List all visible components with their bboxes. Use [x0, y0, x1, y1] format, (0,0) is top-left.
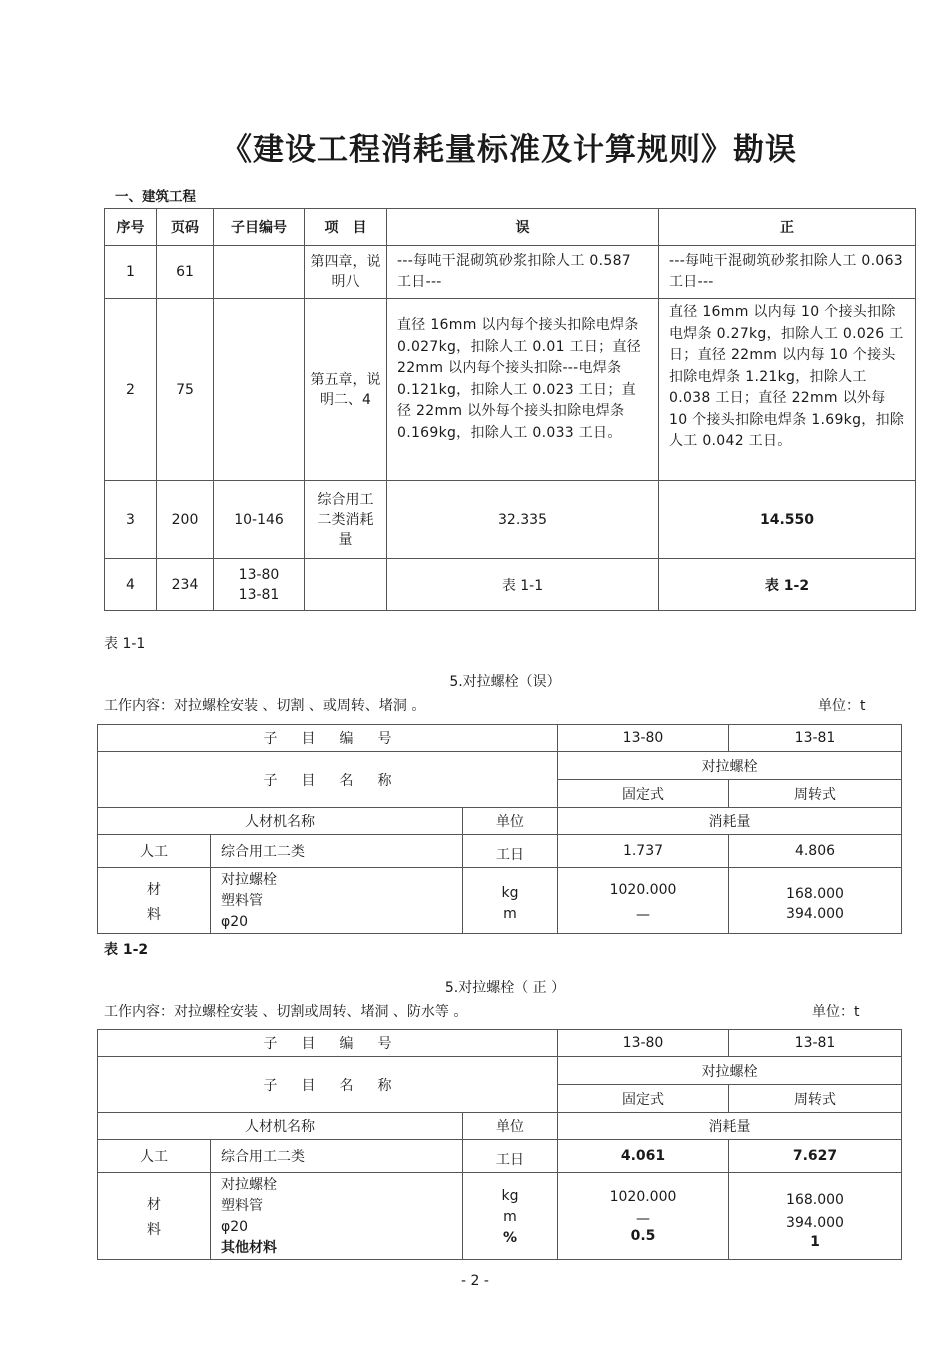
errata-header-row: [105, 209, 916, 246]
table2-unit: 单位：t: [812, 1004, 860, 1020]
row-wrong: 直径 16mm 以内每个接头扣除电焊条 0.027kg，扣除人工 0.01 工日；直径 22mm 以内每个接头扣除---电焊条 0.121kg，扣除人工 0.023 工日；直径 22mm 以外每个接头扣除电焊条 0.169kg，扣除人工 0.033 工日。: [387, 299, 659, 481]
material-value: 394.000: [786, 906, 844, 922]
labor-value: 1.737: [558, 835, 729, 868]
labor-unit: 工日: [463, 1140, 558, 1173]
table2-label: 表 1-2: [104, 942, 149, 958]
material-category-char: 材: [147, 1197, 161, 1213]
group-label: 对拉螺栓: [558, 752, 902, 780]
material-unit: m: [503, 906, 517, 922]
material-unit: %: [502, 1229, 518, 1246]
labor-unit: 工日: [463, 835, 558, 868]
table-row: [105, 481, 916, 559]
table1: [97, 724, 902, 934]
table2: [97, 1029, 902, 1260]
col-header: 单位: [463, 1113, 558, 1140]
col-header: 单位: [463, 808, 558, 835]
table1-work-content: 工作内容：对拉螺栓安装 、切割 、或周转、堵洞 。: [104, 698, 426, 714]
material-names: [211, 1173, 463, 1260]
row-code: 13-80 13-81: [214, 559, 305, 611]
material-values-turnover: [729, 1173, 902, 1260]
material-units: [463, 1173, 558, 1260]
table-row: [98, 1030, 902, 1057]
section-heading: 一、建筑工程: [115, 189, 196, 205]
material-value: 394.000: [786, 1214, 844, 1231]
row-item: 第四章，说明八: [305, 246, 387, 299]
material-value: 1020.000: [609, 1189, 677, 1205]
labor-name: 综合用工二类: [211, 835, 463, 868]
material-value: 168.000: [786, 886, 844, 902]
table-row: [105, 246, 916, 299]
material-unit: kg: [501, 1187, 519, 1204]
material-value: 0.5: [630, 1228, 656, 1244]
col-header: 消耗量: [558, 1113, 902, 1140]
material-unit: m: [503, 1208, 517, 1225]
material-values-turnover: [729, 868, 902, 934]
header-cell: 误: [387, 209, 659, 246]
material-value: 1: [810, 1233, 820, 1250]
material-values-fixed: [558, 868, 729, 934]
type-cell: 周转式: [729, 1085, 902, 1113]
material-category-char: 材: [147, 881, 161, 898]
table-row: [98, 1113, 902, 1140]
code-label: 子目编号: [98, 725, 558, 752]
labor-category: 人工: [98, 835, 211, 868]
header-cell: 正: [659, 209, 916, 246]
row-number: 3: [105, 481, 157, 559]
page-title: 《建设工程消耗量标准及计算规则》勘误: [221, 132, 797, 168]
header-cell: 序号: [105, 209, 157, 246]
code-cell: 13-80: [558, 725, 729, 752]
table-row: [98, 1173, 902, 1260]
table1-unit: 单位：t: [818, 698, 866, 714]
row-right: ---每吨干混砌筑砂浆扣除人工 0.063 工日---: [659, 246, 916, 299]
row-number: 1: [105, 246, 157, 299]
page-number: - 2 -: [461, 1273, 489, 1289]
header-cell: 页码: [157, 209, 214, 246]
table-row: [98, 1057, 902, 1085]
row-page: 75: [157, 299, 214, 481]
errata-table: [104, 208, 916, 611]
row-number: 4: [105, 559, 157, 611]
material-value: 168.000: [786, 1191, 844, 1208]
material-value: —: [636, 1211, 650, 1227]
table2-work-content: 工作内容：对拉螺栓安装 、切割或周转、堵洞 、防水等 。: [104, 1004, 468, 1020]
material-name: φ20: [221, 914, 249, 930]
table1-caption: 5.对拉螺栓（误）: [449, 674, 561, 690]
table-row: [98, 1140, 902, 1173]
code-cell: 13-81: [729, 725, 902, 752]
labor-name: 综合用工二类: [211, 1140, 463, 1173]
labor-category: 人工: [98, 1140, 211, 1173]
row-wrong: ---每吨干混砌筑砂浆扣除人工 0.587 工日---: [387, 246, 659, 299]
labor-value: 7.627: [729, 1140, 902, 1173]
group-label: 对拉螺栓: [558, 1057, 902, 1085]
material-value: —: [636, 906, 650, 923]
col-header: 消耗量: [558, 808, 902, 835]
code-label: 子目编号: [98, 1030, 558, 1057]
material-name: 塑料管: [221, 893, 263, 909]
row-number: 2: [105, 299, 157, 481]
labor-value: 4.806: [729, 835, 902, 868]
table-row: [98, 752, 902, 780]
material-category-char: 料: [147, 1222, 161, 1238]
material-value: 1020.000: [609, 881, 677, 898]
material-names: [211, 868, 463, 934]
row-page: 61: [157, 246, 214, 299]
name-label: 子目名称: [98, 1057, 558, 1113]
header-cell: 项 目: [305, 209, 387, 246]
code-cell: 13-80: [558, 1030, 729, 1057]
material-name: 其他材料: [221, 1240, 277, 1256]
material-name: 对拉螺栓: [221, 872, 277, 888]
col-header: 人材机名称: [98, 1113, 463, 1140]
row-code: [214, 299, 305, 481]
table2-caption: 5.对拉螺栓（ 正 ）: [444, 980, 566, 996]
row-item: 第五章，说明二、4: [305, 299, 387, 481]
material-values-fixed: [558, 1173, 729, 1260]
col-header: 人材机名称: [98, 808, 463, 835]
row-right: 表 1-2: [659, 559, 916, 611]
row-code: [214, 246, 305, 299]
material-category: [98, 1173, 211, 1260]
material-unit: kg: [501, 885, 519, 901]
header-cell: 子目编号: [214, 209, 305, 246]
name-label: 子目名称: [98, 752, 558, 808]
material-category: [98, 868, 211, 934]
table-row: [98, 725, 902, 752]
material-category-char: 料: [147, 906, 161, 923]
type-cell: 固定式: [558, 780, 729, 808]
material-units: [463, 868, 558, 934]
row-right: 14.550: [659, 481, 916, 559]
code-cell: 13-81: [729, 1030, 902, 1057]
material-name: 塑料管: [221, 1198, 263, 1214]
row-page: 200: [157, 481, 214, 559]
row-page: 234: [157, 559, 214, 611]
labor-value: 4.061: [558, 1140, 729, 1173]
row-right: 直径 16mm 以内每 10 个接头扣除电焊条 0.27kg，扣除人工 0.026 工日；直径 22mm 以内每 10 个接头扣除电焊条 1.21kg，扣除人工 0.038 工日；直径 22mm 以外每 10 个接头扣除电焊条 1.69kg，扣除人工 0.042 工日。: [659, 299, 916, 481]
row-item: [305, 559, 387, 611]
row-code: 10-146: [214, 481, 305, 559]
type-cell: 周转式: [729, 780, 902, 808]
type-cell: 固定式: [558, 1085, 729, 1113]
table-row: [98, 835, 902, 868]
material-name: 对拉螺栓: [221, 1177, 277, 1193]
table-row: [105, 299, 916, 481]
row-wrong: 32.335: [387, 481, 659, 559]
table-row: [98, 868, 902, 934]
material-name: φ20: [221, 1219, 249, 1235]
row-wrong: 表 1-1: [387, 559, 659, 611]
table-row: [105, 559, 916, 611]
table-row: [98, 808, 902, 835]
table1-label: 表 1-1: [104, 636, 146, 652]
row-item: 综合用工二类消耗量: [305, 481, 387, 559]
